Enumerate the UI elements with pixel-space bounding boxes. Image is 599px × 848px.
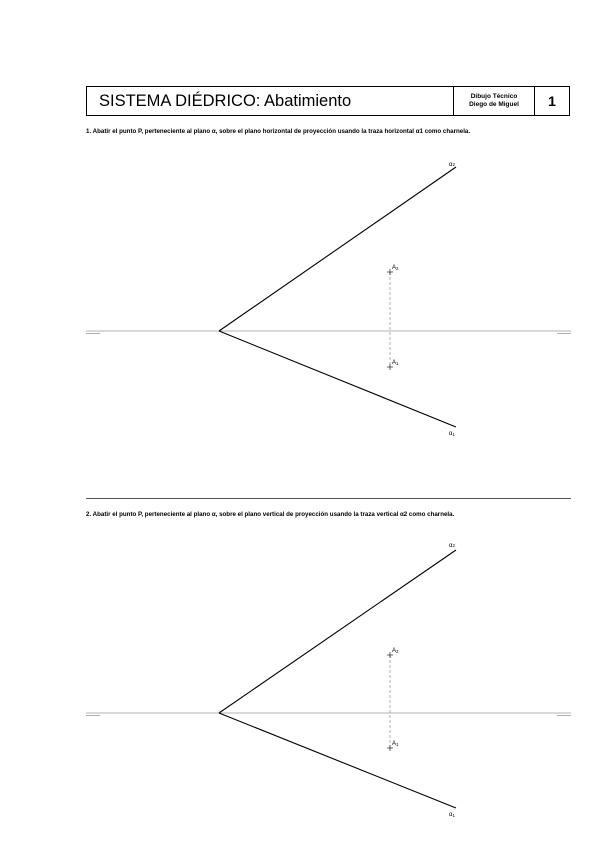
horizontal-trace-alpha1 — [219, 713, 456, 808]
label-alpha2: α2 — [449, 543, 455, 549]
exercise-1-drawing — [0, 150, 599, 450]
label-a1: A1 — [392, 360, 399, 366]
vertical-trace-alpha2 — [219, 550, 456, 713]
title-block — [86, 86, 570, 116]
label-alpha1: α1 — [449, 431, 455, 437]
label-alpha2: α2 — [449, 162, 455, 168]
subject-label: Dibujo Técnico — [470, 93, 518, 100]
sheet-number: 1 — [548, 93, 556, 109]
label-a1: A1 — [392, 741, 399, 747]
sheet-title: SISTEMA DIÉDRICO: Abatimiento — [87, 87, 454, 115]
exercise-2-drawing — [0, 533, 599, 833]
label-a2: A2 — [392, 648, 399, 654]
label-a2: A2 — [392, 265, 399, 271]
horizontal-trace-alpha1 — [219, 331, 456, 427]
exercise-1-statement: 1. Abatir el punto P, perteneciente al plano α, sobre el plano horizontal de proyección usando la traza horizontal α1 como charnela. — [86, 128, 471, 135]
label-alpha1: α1 — [449, 812, 455, 818]
author-label: Diego de Miguel — [469, 101, 519, 108]
vertical-trace-alpha2 — [219, 167, 456, 331]
exercise-2-statement: 2. Abatir el punto P, perteneciente al plano α, sobre el plano vertical de proyección usando la traza vertical α2 como charnela. — [86, 511, 455, 518]
sheet-meta — [454, 87, 535, 115]
section-separator — [86, 498, 571, 499]
